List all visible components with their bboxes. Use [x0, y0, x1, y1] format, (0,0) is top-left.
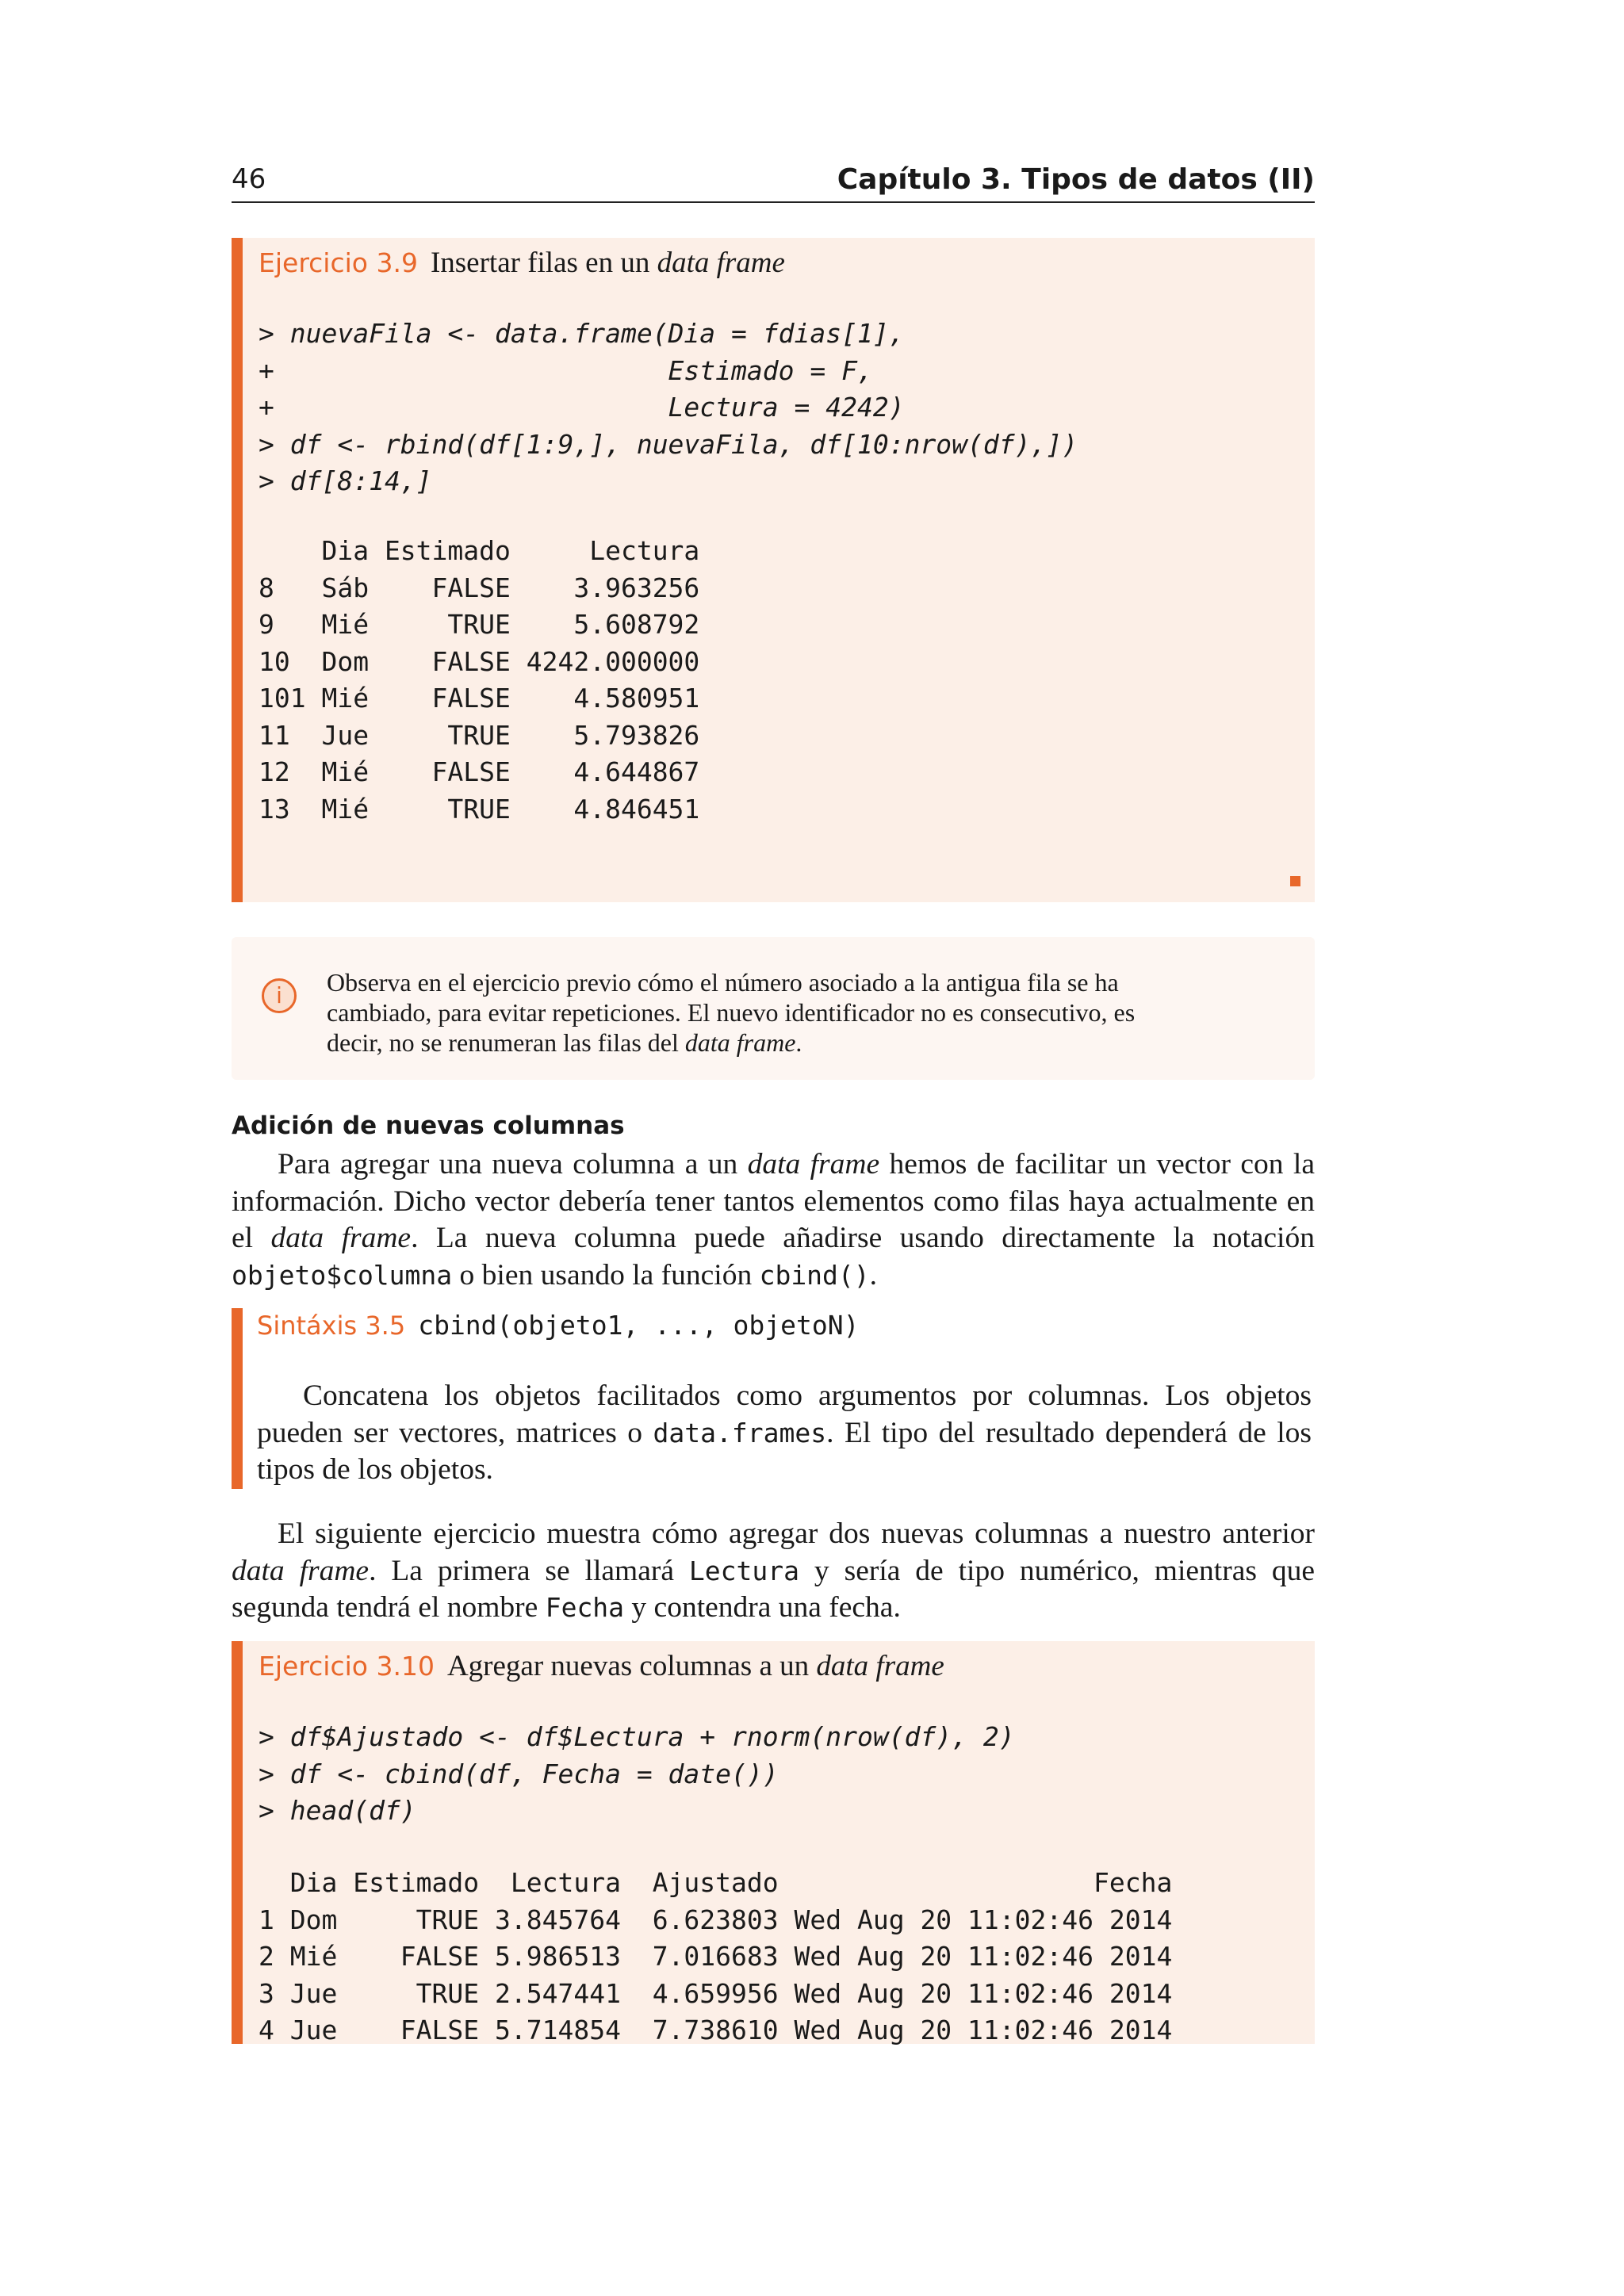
info-icon: i — [262, 978, 297, 1013]
info-note — [232, 937, 1315, 1080]
exercise-title — [259, 246, 785, 280]
code-input: > nuevaFila <- data.frame(Dia = fdias[1], + Estimado = F, + Lectura = 4242) > df <- rbind(df[1:9,], nuevaFila, df[10:nrow(df),]) > df[8:14,] — [259, 318, 1078, 496]
note-text — [327, 967, 1278, 1058]
body-paragraph: El siguiente ejercicio muestra cómo agregar dos nuevas columnas a nuestro anterior data frame. La primera se llamará Lectura y sería de tipo numérico, mientras que segunda tendrá el nombre Fecha y contendra una fecha. — [232, 1517, 1315, 1624]
section-heading: Adición de nuevas columnas — [232, 1112, 625, 1140]
page-number: 46 — [232, 163, 266, 195]
syntax-signature: cbind(objeto1, ..., objetoN) — [418, 1310, 860, 1341]
code-input: > df$Ajustado <- df$Lectura + rnorm(nrow(df), 2) > df <- cbind(df, Fecha = date()) > head(df) — [259, 1721, 1015, 1826]
exercise-title — [259, 1649, 944, 1683]
syntax-label: Sintáxis 3.5 — [257, 1311, 406, 1341]
chapter-title: Capítulo 3. Tipos de datos (II) — [837, 163, 1315, 196]
end-of-exercise-mark — [1290, 876, 1300, 886]
exercise-3-10-box — [232, 1641, 1315, 2044]
code-output: Dia Estimado Lectura Ajustado Fecha 1 Dom TRUE 3.845764 6.623803 Wed Aug 20 11:02:46 2014 2 Mié FALSE 5.986513 7.016683 Wed Aug 20 11:02:46 2014 3 Jue TRUE 2.547441 4.659956 Wed Aug 20 11:02:46 2014 4 Jue FALSE 5.714854 7.738610 Wed Aug 20 11:02:46 2014 — [259, 1867, 1173, 2045]
code-output: Dia Estimado Lectura 8 Sáb FALSE 3.963256 9 Mié TRUE 5.608792 10 Dom FALSE 4242.000000 101 Mié FALSE 4.580951 11 Jue TRUE 5.793826 12 Mié FALSE 4.644867 13 Mié TRUE 4.846451 — [259, 535, 700, 825]
exercise-title-italic: data frame — [816, 1650, 944, 1682]
exercise-title-italic: data frame — [657, 247, 785, 279]
page-header — [232, 159, 1315, 203]
note-line: Observa en el ejercicio previo cómo el número asociado a la antigua fila se ha — [327, 968, 1119, 997]
exercise-label: Ejercicio 3.9 — [259, 247, 418, 278]
exercise-3-9-box — [232, 238, 1315, 902]
syntax-3-5-box — [232, 1308, 1315, 1489]
exercise-title-text: Insertar filas en un — [430, 247, 650, 279]
body-paragraph: Para agregar una nueva columna a un data frame hemos de facilitar un vector con la información. Dicho vector debería tener tantos elementos como filas haya actualmente en el data frame. La nueva columna puede añadirse usando directamente la notación objeto$columna o bien usando la función cbind(). — [232, 1148, 1315, 1292]
note-line: cambiado, para evitar repeticiones. El nuevo identificador no es consecutivo, es — [327, 998, 1136, 1027]
syntax-description: Concatena los objetos facilitados como argumentos por columnas. Los objetos pueden ser vectores, matrices o data.frames. El tipo del resultado dependerá de los tipos de los objetos. — [257, 1380, 1312, 1486]
note-line: decir, no se renumeran las filas del data frame. — [327, 1028, 802, 1057]
exercise-title-text: Agregar nuevas columnas a un — [446, 1650, 810, 1682]
exercise-label: Ejercicio 3.10 — [259, 1651, 435, 1682]
syntax-title — [257, 1310, 860, 1341]
